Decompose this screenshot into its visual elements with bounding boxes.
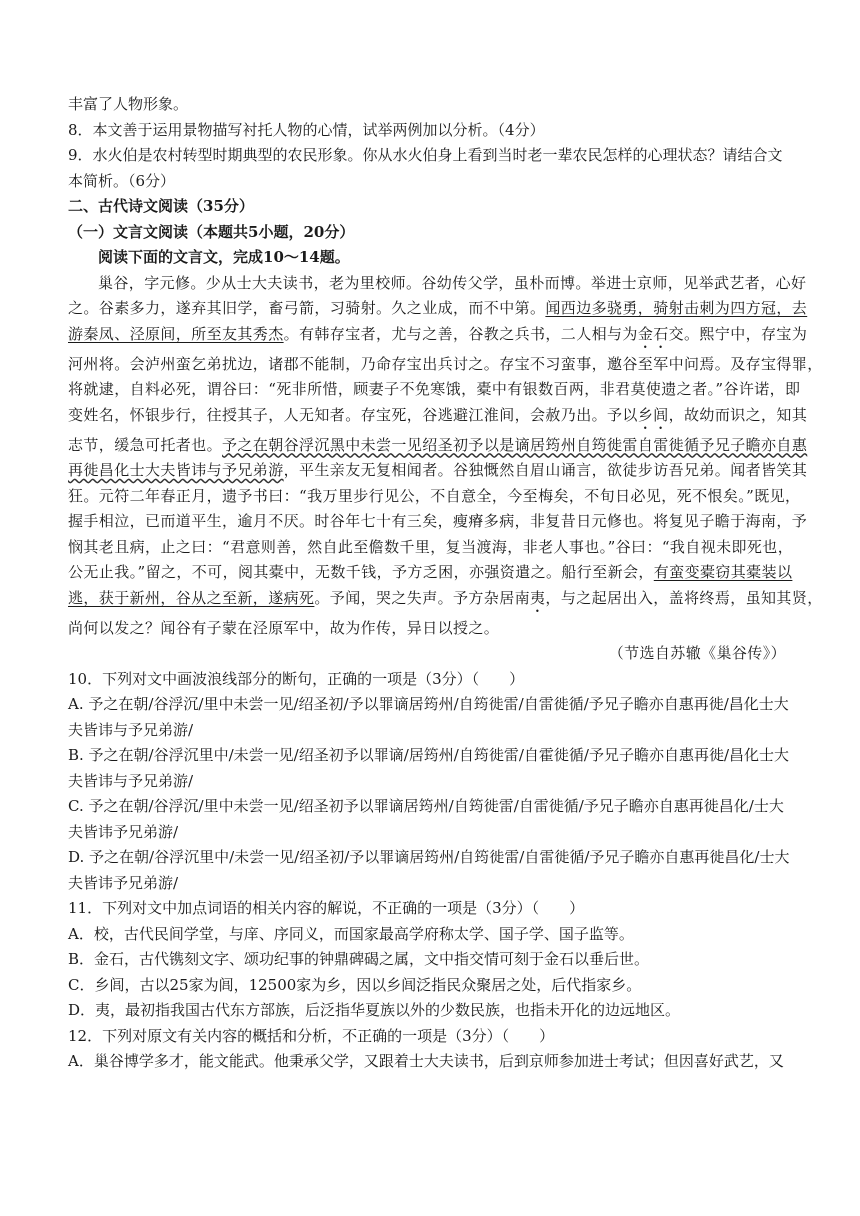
question-stem: 10．下列对文中画波浪线部分的断句，正确的一项是（3分）（ ） [68,669,525,688]
underlined-sentence: 逃，获于新州，谷从之至新，遂病死 [68,588,315,607]
passage-line: 变姓名，怀银步行，往授其子，人无知者。存宝死，谷逃避江淮间，会赦乃出。予以乡闾，故幼而识之，知其 [68,405,808,424]
option-c: C. 予之在朝/谷浮沉/里中未尝一见/绍圣初予以罪谪居筠州/自筠徙雷/自雷徙循/予兄子瞻亦自惠再徙昌化/士大 [68,797,784,815]
option-a-cont: 夫皆讳与予兄弟游/ [68,720,194,739]
wavy-underline-segment: 再徙昌化士大夫皆讳与予兄弟游 [68,461,284,479]
underlined-sentence: 闻西边多骁勇，骑射击刺为四方冠，去 [545,299,808,317]
subsection-title: （一）文言文阅读（本题共5小题，20分） [68,222,355,241]
option-d-cont: 夫皆讳予兄弟游/ [68,873,179,892]
option-c: C．乡闾，古以25家为闾，12500家为乡，因以乡闾泛指民众聚居之处，后代指家乡。 [68,975,642,994]
question-stem: 11．下列对文中加点词语的相关内容的解说，不正确的一项是（3分）（ ） [68,899,585,917]
option-a: A. 予之在朝/谷浮沉/里中未尝一见/绍圣初/予以罪谪居筠州/自筠徙雷/自雷徙循/予兄子瞻亦自惠再徙/昌化士大 [68,695,789,713]
question-8: 8．本文善于运用景物描写衬托人物的心情，试举两例加以分析。（4分） [68,120,545,139]
underlined-sentence: 游秦凤、泾原间，所至友其秀杰 [68,324,284,343]
passage-line: 志节，缓急可托者也。予之在朝谷浮沉黑中未尝一见绍圣初予以是谪居筠州自筠徙雷自雷徙循予兄子瞻亦自惠 [68,435,808,454]
dotted-word-xianglv: 乡闾 [637,405,669,424]
passage-line: 游秦凤、泾原间，所至友其秀杰。有韩存宝者，尤与之善，谷教之兵书，二人相与为金石交。熙宁中，存宝为 [68,324,808,343]
classical-passage [68,271,823,667]
section-title: 二、古代诗文阅读（35分） [68,197,254,215]
option-d: D．夷，最初指我国古代东方部族，后泛指华夏族以外的少数民族，也指未开化的边远地区。 [68,1001,681,1019]
reading-instruction: 阅读下面的文言文，完成10～14题。 [98,248,350,266]
passage-line: 之。谷素多力，遂弃其旧学，畜弓箭，习骑射。久之业成，而不中第。闻西边多骁勇，骑射击刺为四方冠，去 [68,299,808,317]
passage-line: 再徙昌化士大夫皆讳与予兄弟游，平生亲友无复相闻者。谷独慨然自眉山诵言，欲徒步访吾兄弟。闻者皆笑其 [68,461,808,479]
question-10 [68,667,792,897]
passage-line: 将就逮，自料必死，谓谷曰：“死非所惜，顾妻子不免寒饿，橐中有银数百两，非君莫使遗之者。”谷许诺，即 [68,380,801,398]
underlined-sentence: 有蛮变橐窃其橐装以 [653,563,793,581]
question-9-cont: 本简析。（6分） [68,171,176,190]
question-stem: 12．下列对原文有关内容的概括和分析，不正确的一项是（3分）（ ） [68,1026,555,1045]
passage-line: 公无止我。”留之，不可，阅其橐中，无数千钱，予方乏困，亦强资遣之。船行至新会，有蛮变橐窃其橐装以 [68,563,793,581]
passage-line: 逃，获于新州，谷从之至新，遂病死。予闻，哭之失声。予方杂居南夷，与之起居出入，盖将终焉，虽知其贤， [68,588,823,607]
question-11 [68,896,792,1024]
wavy-underline-segment: 予之在朝谷浮沉黑中未尝一见绍圣初予以是谪居筠州自筠徙雷自雷徙循予兄子瞻亦自惠 [222,435,808,454]
question-9: 9．水火伯是农村转型时期典型的农民形象。你从水火伯身上看到当时老一辈农民怎样的心理状态？请结合文 [68,146,783,164]
option-b: B．金石，古代镌刻文字、颂功纪事的钟鼎碑碣之属，文中指交情可刻于金石以垂后世。 [68,950,650,968]
option-d: D. 予之在朝/谷浮沉里中/未尝一见/绍圣初/予以罪谪居筠州/自筠徙雷/自雷徙循/予兄子瞻亦自惠再徙昌化/士大 [68,848,790,866]
passage-line: 河州将。会泸州蛮乞弟扰边，诸郡不能制，乃命存宝出兵讨之。存宝不习蛮事，邀谷至军中问焉。及存宝得罪， [68,354,823,373]
option-a: A．校，古代民间学堂，与庠、序同义，而国家最高学府称太学、国子学、国子监等。 [68,924,634,943]
dotted-word-yi: 夷 [530,588,546,607]
option-b-cont: 夫皆讳与予兄弟游/ [68,771,194,790]
question-12 [68,1024,792,1075]
passage-source: （节选自苏辙《巢谷传》） [608,644,786,662]
option-c-cont: 夫皆讳予兄弟游/ [68,822,179,841]
dotted-word-jinshi: 金石 [637,324,669,343]
option-a: A．巢谷博学多才，能文能武。他秉承父学，又跟着士大夫读书，后到京师参加进士考试；但因喜好武艺，又 [68,1052,784,1070]
option-b: B. 予之在朝/谷浮沉里中/未尝一见/绍圣初予以罪谪/居筠州/自筠徙雷/自霍徙循/予兄子瞻亦自惠再徙/昌化士大 [68,746,789,764]
passage-line: 悯其老且病，止之曰：“君意则善，然自此至儋数千里，复当渡海，非老人事也。”谷曰：“我自视未即死也， [68,537,794,556]
passage-line: 巢谷，字元修。少从士大夫读书，老为里校师。谷幼传父学，虽朴而博。举进士京师，见举武艺者，心好 [98,273,807,292]
text-line: 丰富了人物形象。 [68,95,189,113]
passage-line: 握手相泣，已而道平生，逾月不厌。时谷年七十有三矣，瘦瘠多病，非复昔日元修也。将复见子瞻于海南，予 [68,512,808,530]
passage-line: 尚何以发之？闻谷有子蒙在泾原军中，故为作传，异日以授之。 [68,618,500,637]
passage-line: 狂。元符二年春正月，遗予书曰：“我万里步行见公，不自意全，今至梅矣，不旬日必见，死不恨矣。”既见， [68,486,801,505]
